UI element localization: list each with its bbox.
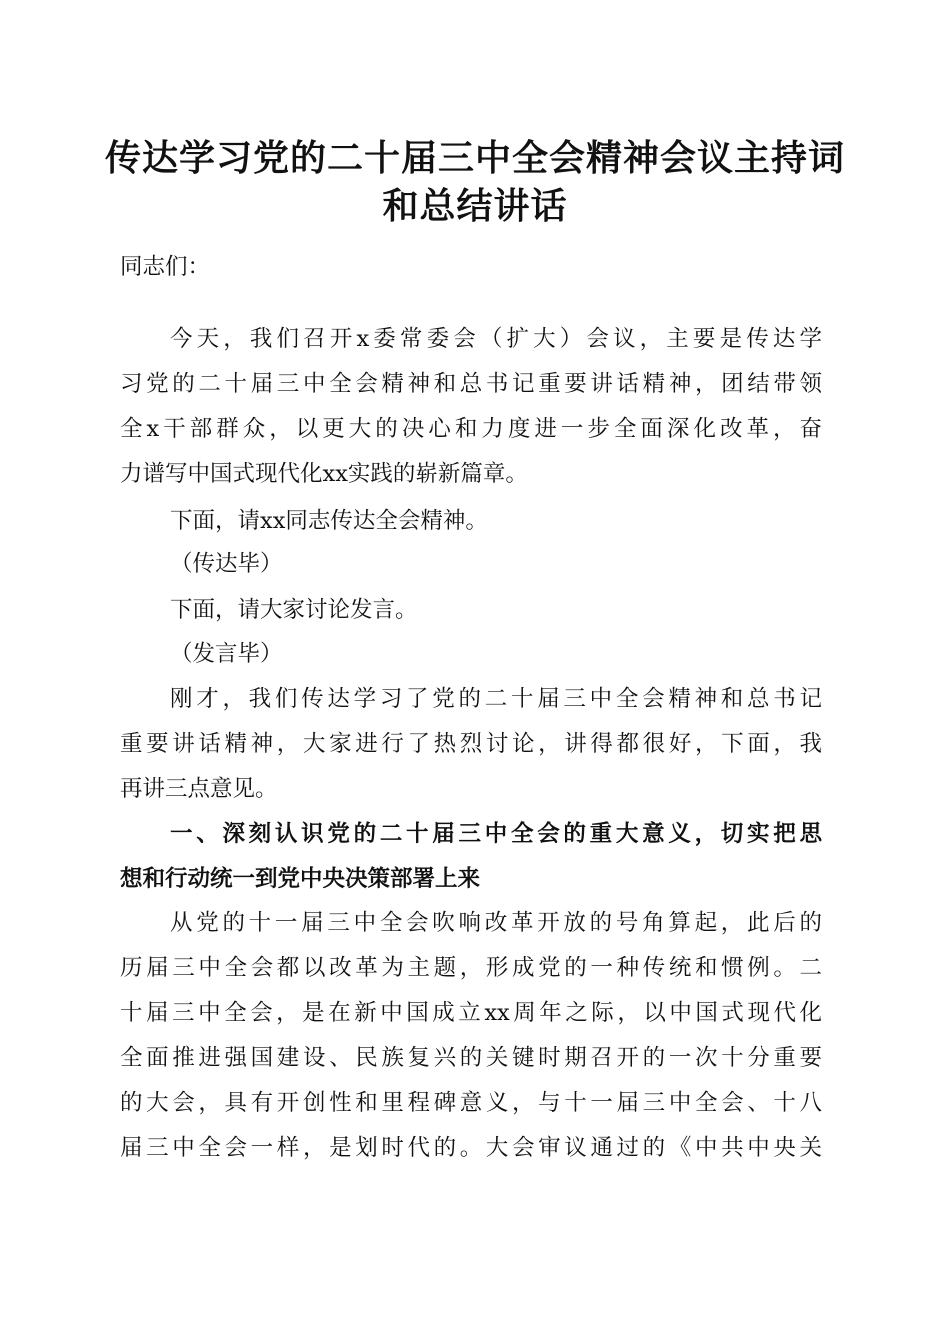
body-line: 届三中全会一样，是划时代的。大会审议通过的《中共中央关 <box>120 1135 822 1161</box>
body-line: 下面，请大家讨论发言。 <box>170 597 418 623</box>
document-title-line1: 传达学习党的二十届三中全会精神会议主持词 <box>104 137 845 179</box>
salutation: 同志们： <box>120 254 211 280</box>
body-line: 再讲三点意见。 <box>120 776 278 802</box>
body-line: 刚才，我们传达学习了党的二十届三中全会精神和总书记 <box>170 686 822 712</box>
body-line: 历届三中全会都以改革为主题，形成党的一种传统和惯例。二 <box>120 955 822 981</box>
document-title-line2: 和总结讲话 <box>382 185 568 227</box>
body-line: 力谱写中国式现代化xx实践的崭新篇章。 <box>120 461 528 487</box>
body-line: 十届三中全会，是在新中国成立xx周年之际，以中国式现代化 <box>120 1000 822 1026</box>
body-line: 习党的二十届三中全会精神和总书记重要讲话精神，团结带领 <box>120 371 822 397</box>
body-line: 从党的十一届三中全会吹响改革开放的号角算起，此后的 <box>170 910 822 936</box>
section-heading-1-cont: 想和行动统一到党中央决策部署上来 <box>120 866 481 892</box>
body-line: （发言毕） <box>170 641 283 667</box>
body-line: 今天，我们召开x委常委会（扩大）会议，主要是传达学 <box>170 326 822 352</box>
body-line: 下面，请xx同志传达全会精神。 <box>170 508 488 534</box>
body-line: 全面推进强国建设、民族复兴的关键时期召开的一次十分重要 <box>120 1045 822 1071</box>
body-line: 重要讲话精神，大家进行了热烈讨论，讲得都很好，下面，我 <box>120 731 822 757</box>
section-heading-1: 一、深刻认识党的二十届三中全会的重大意义，切实把思 <box>170 821 822 847</box>
body-line: 全x干部群众，以更大的决心和力度进一步全面深化改革，奋 <box>120 416 822 442</box>
body-line: （传达毕） <box>170 551 283 577</box>
body-line: 的大会，具有开创性和里程碑意义，与十一届三中全会、十八 <box>120 1090 822 1116</box>
